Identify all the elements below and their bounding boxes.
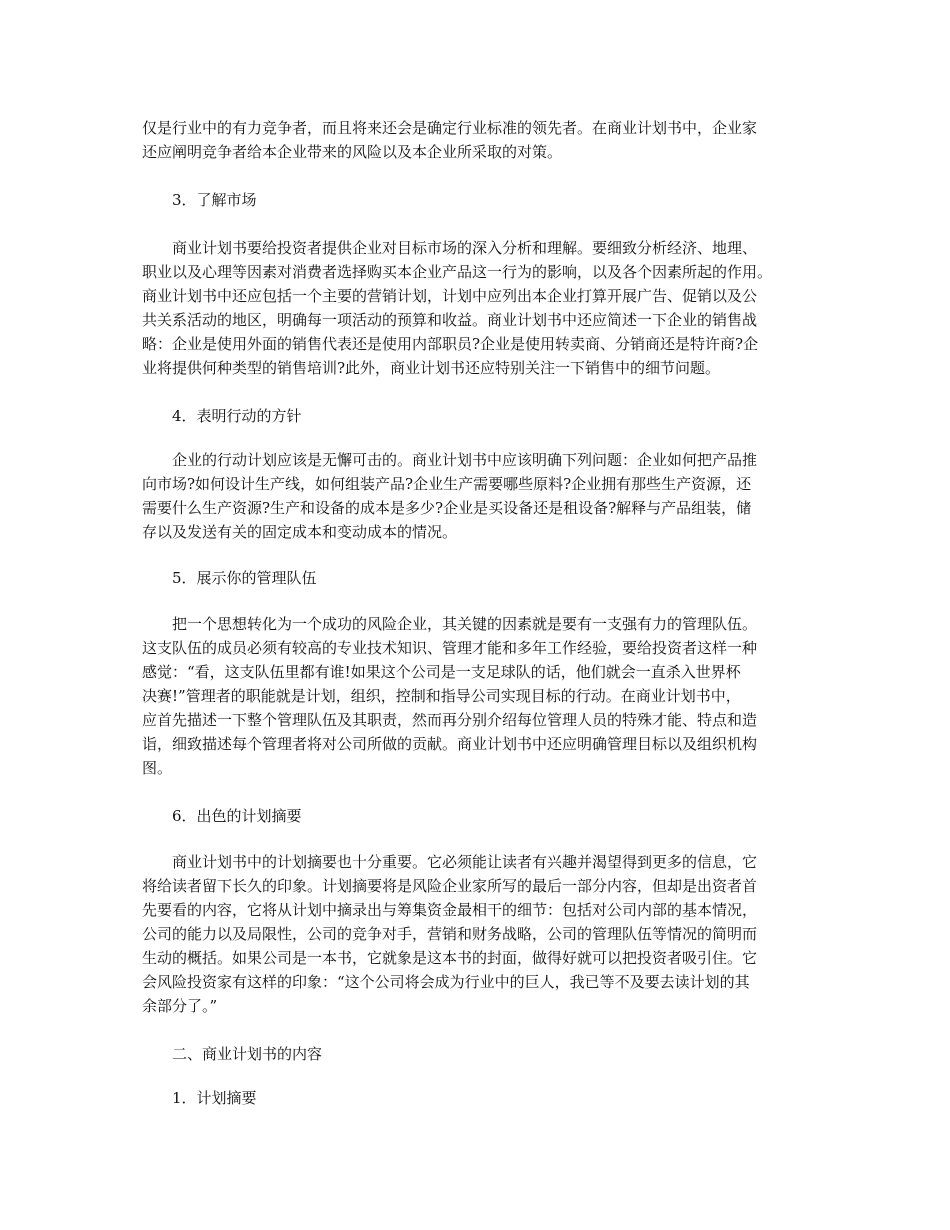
text-line: 向市场?如何设计生产线，如何组装产品?企业生产需要哪些原料?企业拥有那些生产资源，还 bbox=[142, 475, 752, 493]
text-line: 还应阐明竞争者给本企业带来的风险以及本企业所采取的对策。 bbox=[142, 143, 563, 161]
text-line: 业将提供何种类型的销售培训?此外，商业计划书还应特别关注一下销售中的细节问题。 bbox=[142, 359, 721, 377]
text-line: 略：企业是使用外面的销售代表还是使用内部职员?企业是使用转卖商、分销商还是特许商?企 bbox=[142, 335, 759, 353]
text-line: 共关系活动的地区，明确每一项活动的预算和收益。商业计划书中还应简述一下企业的销售战 bbox=[142, 311, 758, 329]
text-line: 企业的行动计划应该是无懈可击的。商业计划书中应该明确下列问题：企业如何把产品推 bbox=[142, 451, 758, 469]
text-line: 存以及发送有关的固定成本和变动成本的情况。 bbox=[142, 523, 458, 541]
paragraph-executive-summary bbox=[142, 850, 810, 1018]
text-line: 商业计划书中的计划摘要也十分重要。它必须能让读者有兴趣并渴望得到更多的信息，它 bbox=[142, 853, 758, 871]
text-line: 公司的能力以及局限性，公司的竞争对手，营销和财务战略，公司的管理队伍等情况的简明而 bbox=[142, 925, 758, 943]
text-line: 需要什么生产资源?生产和设备的成本是多少?企业是买设备还是租设备?解释与产品组装，储 bbox=[142, 499, 752, 517]
paragraph-market bbox=[142, 236, 810, 380]
section-heading-plan-summary: 1．计划摘要 bbox=[172, 1089, 257, 1107]
text-line: 这支队伍的成员必须有较高的专业技术知识、管理才能和多年工作经验，要给投资者这样一种 bbox=[142, 639, 758, 657]
section-heading-management-team: 5．展示你的管理队伍 bbox=[172, 569, 317, 587]
section-heading-understand-market: 3．了解市场 bbox=[172, 191, 257, 209]
text-line: 会风险投资家有这样的印象：“这个公司将会成为行业中的巨人，我已等不及要去读计划的其 bbox=[142, 973, 750, 991]
paragraph-management-team bbox=[142, 612, 810, 780]
text-line: 先要看的内容，它将从计划中摘录出与筹集资金最相干的细节：包括对公司内部的基本情况， bbox=[142, 901, 758, 919]
section-heading-contents: 二、商业计划书的内容 bbox=[172, 1045, 323, 1063]
text-line: 商业计划书要给投资者提供企业对目标市场的深入分析和理解。要细致分析经济、地理、 bbox=[142, 239, 758, 257]
section-heading-executive-summary: 6．出色的计划摘要 bbox=[172, 807, 302, 825]
text-line: 商业计划书中还应包括一个主要的营销计划，计划中应列出本企业打算开展广告、促销以及公 bbox=[142, 287, 758, 305]
text-line: 图。 bbox=[142, 759, 173, 777]
text-line: 把一个思想转化为一个成功的风险企业，其关键的因素就是要有一支强有力的管理队伍。 bbox=[142, 615, 758, 633]
text-line: 仅是行业中的有力竞争者，而且将来还会是确定行业标准的领先者。在商业计划书中，企业家 bbox=[142, 119, 758, 137]
paragraph-competitors bbox=[142, 116, 810, 164]
text-line: 决赛!”管理者的职能就是计划，组织，控制和指导公司实现目标的行动。在商业计划书中， bbox=[142, 687, 741, 705]
text-line: 职业以及心理等因素对消费者选择购买本企业产品这一行为的影响，以及各个因素所起的作用。 bbox=[142, 263, 773, 281]
text-line: 将给读者留下长久的印象。计划摘要将是风险企业家所写的最后一部分内容，但却是出资者首 bbox=[142, 877, 758, 895]
text-line: 应首先描述一下整个管理队伍及其职责，然而再分别介绍每位管理人员的特殊才能、特点和造 bbox=[142, 711, 758, 729]
text-line: 诣，细致描述每个管理者将对公司所做的贡献。商业计划书中还应明确管理目标以及组织机构 bbox=[142, 735, 758, 753]
text-line: 余部分了。” bbox=[142, 997, 218, 1015]
text-line: 感觉：“看，这支队伍里都有谁!如果这个公司是一支足球队的话，他们就会一直杀入世界杯 bbox=[142, 663, 741, 681]
text-line: 生动的概括。如果公司是一本书，它就象是这本书的封面，做得好就可以把投资者吸引住。它 bbox=[142, 949, 758, 967]
paragraph-action-plan bbox=[142, 448, 810, 544]
section-heading-action-plan: 4．表明行动的方针 bbox=[172, 407, 302, 425]
